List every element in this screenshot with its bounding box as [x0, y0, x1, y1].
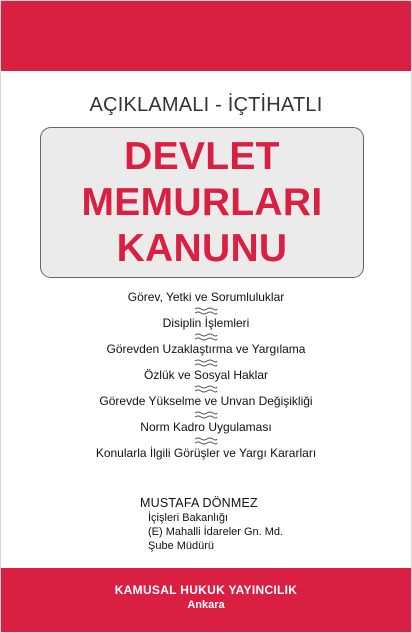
cover-subtitle: AÇIKLAMALI - İÇTİHATLI	[89, 94, 323, 116]
book-title	[81, 134, 322, 272]
publisher-name: KAMUSAL HUKUK YAYINCILIK	[114, 583, 298, 597]
topic-item	[1, 394, 411, 420]
separator-icon	[194, 436, 218, 446]
topic-text: Disiplin İşlemleri	[162, 316, 250, 330]
topic-text: Konularla İlgili Görüşler ve Yargı Kararları	[95, 446, 317, 460]
topic-text: Görevde Yükselme ve Unvan Değişikliği	[99, 394, 313, 408]
separator-icon	[194, 358, 218, 368]
topic-list	[1, 290, 411, 461]
topic-item	[1, 342, 411, 368]
topic-text: Özlük ve Sosyal Haklar	[143, 368, 269, 382]
topic-item	[1, 368, 411, 394]
title-box	[40, 127, 364, 278]
separator-icon	[194, 332, 218, 342]
topic-item	[1, 316, 411, 342]
separator-icon	[194, 384, 218, 394]
title-line-1: DEVLET	[124, 134, 280, 178]
author-title-line: Şube Müdürü	[148, 540, 215, 552]
topic-text: Görev, Yetki ve Sorumluluklar	[127, 290, 285, 304]
topic-text: Norm Kadro Uygulaması	[140, 420, 272, 434]
separator-icon	[194, 410, 218, 420]
bottom-red-band	[1, 568, 411, 632]
title-line-3: KANUNU	[116, 226, 288, 270]
author-title-line: İçişleri Bakanlığı	[148, 512, 229, 524]
topic-item	[1, 290, 411, 316]
topic-text: Görevden Uzaklaştırma ve Yargılama	[106, 342, 306, 356]
separator-icon	[194, 306, 218, 316]
topic-item	[1, 446, 411, 461]
author-name: MUSTAFA DÖNMEZ	[140, 496, 258, 510]
author-title-line: (E) Mahalli İdareler Gn. Md.	[148, 526, 284, 538]
publisher-city: Ankara	[187, 599, 225, 611]
title-line-2: MEMURLARI	[81, 180, 323, 224]
top-red-band	[1, 1, 411, 71]
topic-item	[1, 420, 411, 446]
author-block	[140, 496, 283, 553]
